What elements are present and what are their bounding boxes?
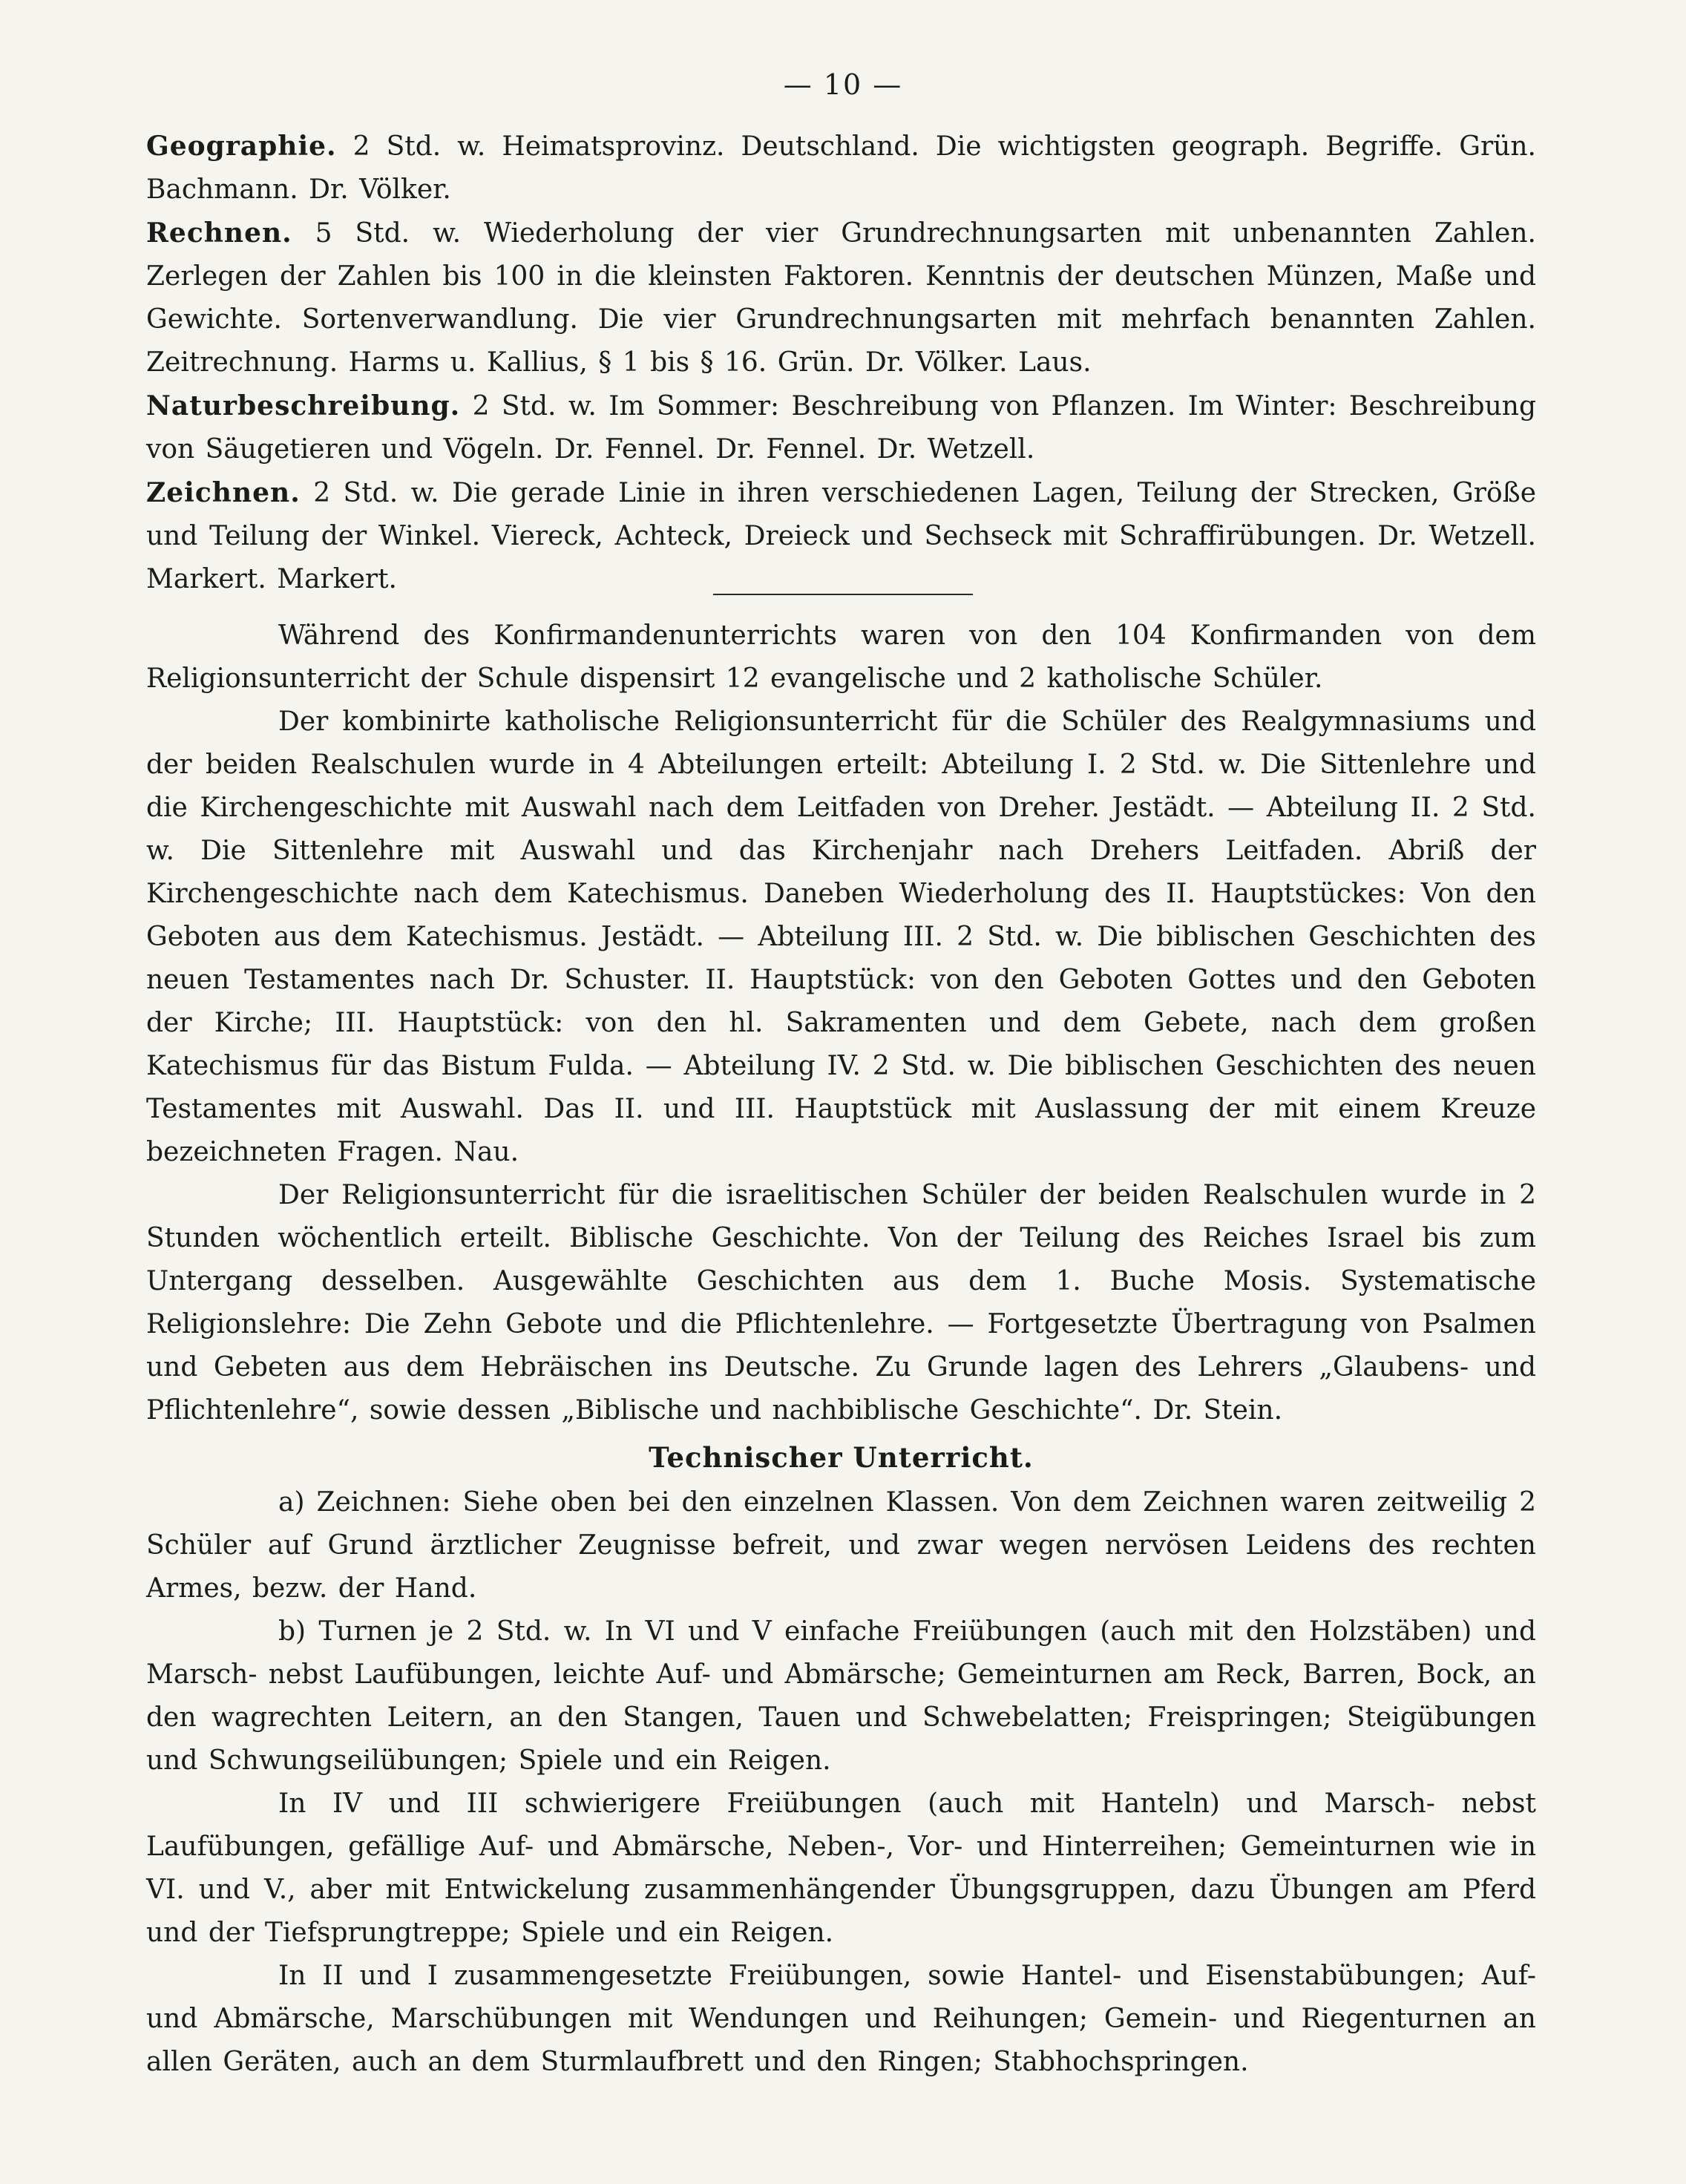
technical-paragraph-1: a) Zeichnen: Siehe oben bei den einzelnen Klassen. Von dem Zeichnen waren zeitweilig 2 Schüler auf Grund ärztlicher Zeugnisse befreit, und zwar wegen nervösen Leidens des rechten Armes, bezw. der Hand. [146, 1487, 1536, 1604]
subject-label: Zeichnen. [146, 477, 301, 508]
section-heading: Technischer Unterricht. [649, 1441, 1034, 1474]
technical-paragraph-2: b) Turnen je 2 Std. w. In VI und V einfache Freiübungen (auch mit den Holzstäben) und Marsch- nebst Laufübungen, leichte Auf- und Abmärsche; Gemeinturnen am Reck, Barren, Bock, an den wagrechten Leitern, an den Stangen, Tauen und Schwebelatten; Freispringen; Steigübungen und Schwungseilübungen; Spiele und ein Reigen. [146, 1616, 1536, 1776]
technical-paragraph-4: In II und I zusammengesetzte Freiübungen, sowie Hantel- und Eisenstabübungen; Auf- und Abmärsche, Marschübungen mit Wendungen und Reihungen; Gemein- und Riegenturnen an allen Geräten, auch an dem Sturmlaufbrett und den Ringen; Stabhochspringen. [146, 1961, 1536, 2077]
subject-naturbeschreibung [146, 384, 1536, 471]
religion-paragraph-2: Der kombinirte katholische Religionsunterricht für die Schüler des Realgymnasiums und der beiden Realschulen wurde in 4 Abteilungen erteilt: Abteilung I. 2 Std. w. Die Sittenlehre und die Kirchengeschichte mit Auswahl nach dem Leitfaden von Dreher. Jestädt. — Abteilung II. 2 Std. w. Die Sittenlehre mit Auswahl und das Kirchenjahr nach Drehers Leitfaden. Abriß der Kirchengeschichte nach dem Katechismus. Daneben Wiederholung des II. Hauptstückes: Von den Geboten aus dem Katechismus. Jestädt. — Abteilung III. 2 Std. w. Die biblischen Geschichten des neuen Testamentes nach Dr. Schuster. II. Hauptstück: von den Geboten Gottes und den Geboten der Kirche; III. Hauptstück: von den hl. Sakramenten und dem Gebete, nach dem großen Katechismus für das Bistum Fulda. — Abteilung IV. 2 Std. w. Die biblischen Geschichten des neuen Testamentes mit Auswahl. Das II. und III. Hauptstück mit Auslassung der mit einem Kreuze bezeichneten Fragen. Nau. [146, 706, 1536, 1167]
subject-list [146, 125, 1536, 601]
subject-rechnen [146, 211, 1536, 384]
subject-zeichnen [146, 471, 1536, 601]
subject-text: 5 Std. w. Wiederholung der vier Grundrechnungsarten mit unbenannten Zahlen. Zerlegen der Zahlen bis 100 in die kleinsten Faktoren. Kenntnis der deutschen Münzen, Maße und Gewichte. Sortenverwandlung. Die vier Grundrechnungsarten mit mehrfach benannten Zahlen. Zeitrechnung. Harms u. Kallius, § 1 bis § 16. Grün. Dr. Völker. Laus. [146, 218, 1536, 378]
subject-label: Naturbeschreibung. [146, 390, 461, 422]
section-divider [713, 594, 973, 595]
religion-paragraph-3: Der Religionsunterricht für die israelitischen Schüler der beiden Realschulen wurde in 2 Stunden wöchentlich erteilt. Biblische Geschichte. Von der Teilung des Reiches Israel bis zum Untergang desselben. Ausgewählte Geschichten aus dem 1. Buche Mosis. Systematische Religionslehre: Die Zehn Gebote und die Pflichtenlehre. — Fortgesetzte Übertragung von Psalmen und Gebeten aus dem Hebräischen ins Deutsche. Zu Grunde lagen des Lehrers „Glaubens- und Pflichtenlehre“, sowie dessen „Biblische und nachbiblische Geschichte“. Dr. Stein. [146, 1180, 1536, 1426]
body-text [146, 614, 1536, 2084]
subject-label: Geographie. [146, 131, 337, 162]
technical-paragraph-3: In IV und III schwierigere Freiübungen (auch mit Hanteln) und Marsch- nebst Laufübungen, gefällige Auf- und Abmärsche, Neben-, Vor- und Hinterreihen; Gemeinturnen wie in VI. und V., aber mit Entwickelung zusammenhängender Übungsgruppen, dazu Übungen am Pferd und der Tiefsprungtreppe; Spiele und ein Reigen. [146, 1788, 1536, 1948]
religion-paragraph-1: Während des Konfirmandenunterrichts waren von den 104 Konfirmanden von dem Religionsunterricht der Schule dispensirt 12 evangelische und 2 katholische Schüler. [146, 620, 1536, 694]
subject-label: Rechnen. [146, 217, 292, 249]
subject-text: 2 Std. w. Die gerade Linie in ihren verschiedenen Lagen, Teilung der Strecken, Größe und Teilung der Winkel. Viereck, Achteck, Dreieck und Sechseck mit Schraffirübungen. Dr. Wetzell. Markert. Markert. [146, 478, 1536, 594]
subject-text: 2 Std. w. Heimatsprovinz. Deutschland. Die wichtigsten geograph. Begriffe. Grün. Bachmann. Dr. Völker. [146, 131, 1536, 205]
subject-geographie [146, 125, 1536, 211]
page-number: — 10 — [783, 68, 903, 101]
subject-text: 2 Std. w. Im Sommer: Beschreibung von Pflanzen. Im Winter: Beschreibung von Säugetieren und Vögeln. Dr. Fennel. Dr. Fennel. Dr. Wetzell. [146, 391, 1536, 465]
